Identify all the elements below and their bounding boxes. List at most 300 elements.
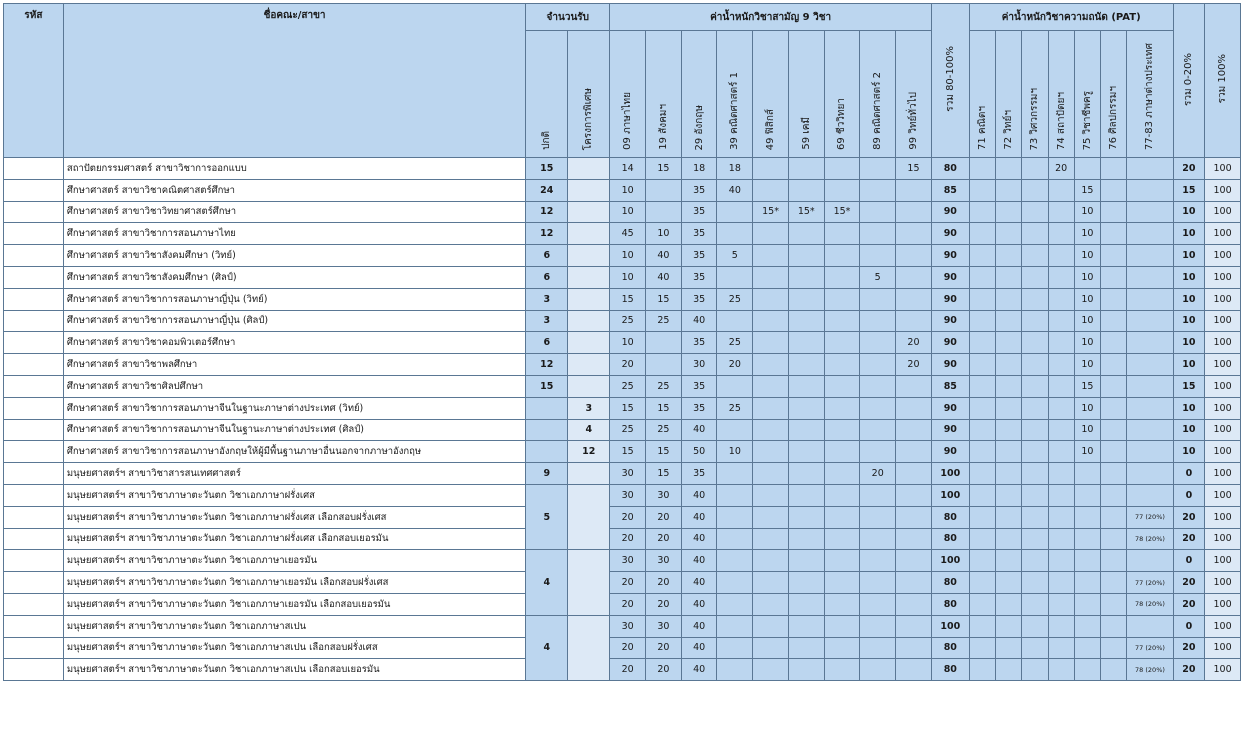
row-code [4, 484, 64, 506]
row-core-sum: 90 [931, 419, 969, 441]
row-pat-weight [995, 397, 1021, 419]
row-name: ศึกษาศาสตร์ สาขาวิชาคอมพิวเตอร์ศึกษา [63, 332, 525, 354]
row-pat-weight [969, 637, 995, 659]
row-core-weight [717, 637, 753, 659]
row-core-weight: 40 [646, 266, 682, 288]
row-core-weight [896, 528, 932, 550]
row-pat-weight: 10 [1074, 332, 1100, 354]
row-pat-weight [1127, 201, 1173, 223]
row-core-weight [753, 550, 789, 572]
header-core-col: 49 ฟิสิกส์ [765, 108, 777, 150]
row-core-weight [860, 179, 896, 201]
row-core-weight [788, 441, 824, 463]
row-pat-weight [1048, 441, 1074, 463]
row-core-weight: 25 [646, 375, 682, 397]
row-total: 100 [1205, 506, 1241, 528]
row-core-weight [896, 223, 932, 245]
row-pat-weight: 10 [1074, 441, 1100, 463]
row-core-weight [717, 419, 753, 441]
row-quota [526, 397, 568, 419]
row-code [4, 463, 64, 485]
row-pat-sum: 10 [1173, 310, 1205, 332]
row-core-weight: 30 [646, 550, 682, 572]
table-row [4, 245, 1241, 267]
row-core-weight [860, 572, 896, 594]
row-quota: 5 [526, 484, 568, 549]
header-name: ชื่อคณะ/สาขา [63, 4, 525, 158]
row-pat-weight [1101, 201, 1127, 223]
header-core-col: 59 เคมี [800, 117, 812, 150]
row-core-weight [896, 637, 932, 659]
row-core-weight: 15 [646, 441, 682, 463]
row-core-weight [753, 615, 789, 637]
row-special [568, 332, 610, 354]
row-core-weight [788, 550, 824, 572]
row-core-weight [717, 506, 753, 528]
row-name: มนุษยศาสตร์ฯ สาขาวิชาภาษาตะวันตก วิชาเอกภาษาฝรั่งเศส เลือกสอบฝรั่งเศส [63, 506, 525, 528]
row-core-weight [860, 332, 896, 354]
row-pat-weight [995, 637, 1021, 659]
row-pat-weight [1127, 484, 1173, 506]
row-core-weight: 15 [646, 463, 682, 485]
row-pat-weight [1127, 615, 1173, 637]
row-core-weight: 30 [610, 550, 646, 572]
row-core-weight [717, 593, 753, 615]
row-core-weight: 20 [610, 637, 646, 659]
row-pat-weight [1101, 615, 1127, 637]
row-pat-weight [1074, 528, 1100, 550]
row-core-weight: 15 [610, 397, 646, 419]
row-pat-weight [995, 310, 1021, 332]
row-pat-weight [995, 528, 1021, 550]
row-pat-sum: 20 [1173, 637, 1205, 659]
row-pat-weight: 20 [1048, 158, 1074, 180]
row-pat-weight [1101, 528, 1127, 550]
row-code [4, 572, 64, 594]
row-pat-weight [1127, 332, 1173, 354]
row-code [4, 419, 64, 441]
row-pat-weight [1101, 593, 1127, 615]
row-pat-weight [1022, 528, 1048, 550]
row-name: ศึกษาศาสตร์ สาขาวิชาการสอนภาษาญี่ปุ่น (ศิลป์) [63, 310, 525, 332]
row-core-weight [860, 528, 896, 550]
row-core-weight: 30 [681, 354, 717, 376]
row-pat-weight [1022, 310, 1048, 332]
row-total: 100 [1205, 659, 1241, 681]
row-code [4, 506, 64, 528]
row-pat-sum: 10 [1173, 441, 1205, 463]
header-pat-col: 74 สถาปัตยฯ [1055, 92, 1067, 150]
row-code [4, 397, 64, 419]
row-pat-weight [1101, 245, 1127, 267]
row-core-weight: 20 [610, 354, 646, 376]
row-pat-weight [1101, 332, 1127, 354]
row-core-weight: 10 [610, 266, 646, 288]
row-name: ศึกษาศาสตร์ สาขาวิชาการสอนภาษาจีนในฐานะภาษาต่างประเทศ (ศิลป์) [63, 419, 525, 441]
row-core-weight [646, 179, 682, 201]
row-pat-weight [1074, 550, 1100, 572]
row-name: ศึกษาศาสตร์ สาขาวิชาคณิตศาสตร์ศึกษา [63, 179, 525, 201]
row-total: 100 [1205, 158, 1241, 180]
row-core-weight: 25 [610, 375, 646, 397]
row-core-weight [753, 223, 789, 245]
row-special [568, 484, 610, 549]
row-core-weight: 40 [681, 310, 717, 332]
row-pat-weight [1127, 245, 1173, 267]
row-core-weight [896, 266, 932, 288]
row-pat-weight: 10 [1074, 288, 1100, 310]
table-row [4, 484, 1241, 506]
row-quota: 4 [526, 550, 568, 615]
row-core-weight: 15 [646, 288, 682, 310]
row-pat-weight [1074, 158, 1100, 180]
table-row [4, 572, 1241, 594]
row-core-weight [717, 572, 753, 594]
row-pat-weight [1022, 245, 1048, 267]
row-pat-sum: 10 [1173, 419, 1205, 441]
row-quota: 24 [526, 179, 568, 201]
row-core-weight: 35 [681, 201, 717, 223]
row-core-weight [896, 310, 932, 332]
row-pat-sum: 20 [1173, 659, 1205, 681]
row-core-weight [753, 266, 789, 288]
row-pat-weight [995, 572, 1021, 594]
row-pat-sum: 15 [1173, 179, 1205, 201]
row-core-weight [896, 201, 932, 223]
row-core-weight [860, 375, 896, 397]
row-core-weight [717, 223, 753, 245]
row-core-weight [717, 484, 753, 506]
row-core-weight [788, 484, 824, 506]
row-core-sum: 85 [931, 179, 969, 201]
row-core-weight [824, 528, 860, 550]
row-core-weight: 20 [610, 572, 646, 594]
row-core-sum: 100 [931, 615, 969, 637]
row-total: 100 [1205, 245, 1241, 267]
row-core-weight [824, 245, 860, 267]
row-core-weight [788, 332, 824, 354]
row-pat-weight [1022, 637, 1048, 659]
row-core-weight: 20 [860, 463, 896, 485]
row-pat-sum: 10 [1173, 201, 1205, 223]
row-pat-weight [1074, 463, 1100, 485]
row-quota: 4 [526, 615, 568, 680]
row-pat-weight [1022, 266, 1048, 288]
row-pat-weight [969, 419, 995, 441]
row-pat-sum: 20 [1173, 593, 1205, 615]
row-total: 100 [1205, 637, 1241, 659]
row-total: 100 [1205, 593, 1241, 615]
row-core-weight [788, 288, 824, 310]
header-quota-col: ปกติ [541, 131, 553, 150]
row-pat-weight [1022, 572, 1048, 594]
header-pat-group: ค่าน้ำหนักวิชาความถนัด (PAT) [969, 4, 1173, 31]
row-pat-weight [1022, 615, 1048, 637]
row-pat-sum: 10 [1173, 245, 1205, 267]
row-core-weight: 10 [610, 245, 646, 267]
row-pat-weight: 15 [1074, 179, 1100, 201]
row-core-weight [753, 637, 789, 659]
row-pat-weight: 10 [1074, 397, 1100, 419]
row-pat-weight: 10 [1074, 266, 1100, 288]
row-name: มนุษยศาสตร์ฯ สาขาวิชาภาษาตะวันตก วิชาเอกภาษาฝรั่งเศส เลือกสอบเยอรมัน [63, 528, 525, 550]
row-pat-weight: 10 [1074, 245, 1100, 267]
row-name: สถาปัตยกรรมศาสตร์ สาขาวิชาการออกแบบ [63, 158, 525, 180]
table-row [4, 397, 1241, 419]
row-core-weight [824, 593, 860, 615]
row-pat-weight [1101, 419, 1127, 441]
row-core-weight [753, 332, 789, 354]
row-quota: 3 [526, 288, 568, 310]
row-total: 100 [1205, 375, 1241, 397]
table-row [4, 310, 1241, 332]
row-core-weight: 10 [610, 332, 646, 354]
row-total: 100 [1205, 179, 1241, 201]
row-pat-weight [969, 288, 995, 310]
row-core-weight: 25 [610, 310, 646, 332]
row-core-weight [896, 179, 932, 201]
row-pat-sum: 10 [1173, 354, 1205, 376]
row-pat-sum: 20 [1173, 506, 1205, 528]
row-pat-weight [1022, 484, 1048, 506]
row-pat-weight [995, 659, 1021, 681]
row-pat-sum: 10 [1173, 266, 1205, 288]
row-core-weight: 20 [646, 593, 682, 615]
row-core-weight [753, 179, 789, 201]
row-special [568, 354, 610, 376]
row-quota [526, 441, 568, 463]
row-pat-weight [1022, 354, 1048, 376]
row-pat-weight [1048, 223, 1074, 245]
row-pat-weight [1048, 506, 1074, 528]
row-pat-weight: 10 [1074, 310, 1100, 332]
header-quota-col: โครงการพิเศษ [583, 87, 595, 150]
row-pat-weight [1048, 397, 1074, 419]
row-pat-sum: 10 [1173, 332, 1205, 354]
row-core-weight: 15* [824, 201, 860, 223]
row-core-sum: 90 [931, 223, 969, 245]
row-core-weight [824, 463, 860, 485]
table-row [4, 615, 1241, 637]
table-row [4, 288, 1241, 310]
row-core-weight [717, 463, 753, 485]
table-row [4, 332, 1241, 354]
row-core-weight [753, 528, 789, 550]
table-row [4, 506, 1241, 528]
row-pat-weight [995, 332, 1021, 354]
row-special [568, 288, 610, 310]
row-core-weight: 30 [610, 484, 646, 506]
row-pat-weight [1127, 179, 1173, 201]
row-core-weight [860, 615, 896, 637]
header-core-col: 99 วิทย์ทั่วไป [907, 92, 919, 150]
row-core-weight [824, 637, 860, 659]
row-core-sum: 90 [931, 332, 969, 354]
row-code [4, 158, 64, 180]
row-core-weight [896, 659, 932, 681]
row-core-weight: 35 [681, 288, 717, 310]
row-pat-weight [995, 288, 1021, 310]
row-core-weight: 25 [717, 397, 753, 419]
header-pat-col: 75 วิชาชีพครู [1081, 90, 1093, 150]
row-pat-weight [1127, 158, 1173, 180]
row-core-weight [896, 593, 932, 615]
row-pat-weight [1127, 441, 1173, 463]
row-code [4, 310, 64, 332]
row-pat-weight [969, 397, 995, 419]
row-name: มนุษยศาสตร์ฯ สาขาวิชาภาษาตะวันตก วิชาเอกภาษาเยอรมัน เลือกสอบฝรั่งเศส [63, 572, 525, 594]
row-total: 100 [1205, 354, 1241, 376]
row-core-weight [753, 572, 789, 594]
row-pat-weight [1022, 659, 1048, 681]
row-pat-weight [969, 375, 995, 397]
row-core-weight [753, 659, 789, 681]
row-pat-weight [995, 441, 1021, 463]
row-quota: 15 [526, 375, 568, 397]
row-pat-weight [1101, 310, 1127, 332]
row-core-weight [824, 223, 860, 245]
row-pat-weight [1022, 593, 1048, 615]
row-core-weight [788, 158, 824, 180]
row-name: ศึกษาศาสตร์ สาขาวิชาการสอนภาษาอังกฤษให้ผู้มีพื้นฐานภาษาอื่นนอกจากภาษาอังกฤษ [63, 441, 525, 463]
row-core-weight: 30 [610, 615, 646, 637]
row-pat-weight: 15 [1074, 375, 1100, 397]
row-total: 100 [1205, 441, 1241, 463]
row-core-weight [788, 637, 824, 659]
row-pat-weight [969, 201, 995, 223]
row-special [568, 245, 610, 267]
row-pat-weight [995, 615, 1021, 637]
row-core-weight [860, 484, 896, 506]
row-pat-weight [1127, 463, 1173, 485]
row-name: ศึกษาศาสตร์ สาขาวิชาสังคมศึกษา (วิทย์) [63, 245, 525, 267]
row-pat-weight [995, 245, 1021, 267]
row-pat-weight [1048, 615, 1074, 637]
row-core-weight [717, 550, 753, 572]
header-core-col: 89 คณิตศาสตร์ 2 [872, 72, 884, 150]
row-pat-weight [1048, 593, 1074, 615]
row-pat-sum: 20 [1173, 528, 1205, 550]
row-pat-weight [1048, 572, 1074, 594]
row-core-weight [860, 593, 896, 615]
row-pat-weight [1022, 463, 1048, 485]
row-core-sum: 90 [931, 266, 969, 288]
admission-weight-table [3, 3, 1241, 681]
row-core-weight: 20 [646, 506, 682, 528]
header-quota: จำนวนรับ [526, 4, 610, 31]
row-core-weight: 18 [681, 158, 717, 180]
row-pat-weight [995, 593, 1021, 615]
row-core-weight [788, 245, 824, 267]
row-pat-weight [995, 223, 1021, 245]
row-core-weight [860, 419, 896, 441]
row-core-weight [753, 375, 789, 397]
row-pat-weight [1048, 288, 1074, 310]
row-pat-weight [1074, 484, 1100, 506]
row-special [568, 310, 610, 332]
row-core-weight: 40 [681, 637, 717, 659]
row-core-weight: 25 [646, 310, 682, 332]
row-core-weight [646, 201, 682, 223]
row-pat-weight [969, 572, 995, 594]
row-pat-weight [1101, 572, 1127, 594]
row-pat-weight: 77 (20%) [1127, 637, 1173, 659]
row-core-weight [788, 354, 824, 376]
row-pat-weight [1022, 158, 1048, 180]
row-core-weight [824, 288, 860, 310]
row-total: 100 [1205, 528, 1241, 550]
row-core-sum: 90 [931, 288, 969, 310]
row-code [4, 659, 64, 681]
row-core-weight [753, 593, 789, 615]
row-special [568, 179, 610, 201]
row-core-sum: 100 [931, 550, 969, 572]
row-core-weight [860, 223, 896, 245]
row-pat-weight [1101, 506, 1127, 528]
row-core-weight [896, 288, 932, 310]
row-core-weight: 14 [610, 158, 646, 180]
row-core-weight [860, 245, 896, 267]
row-total: 100 [1205, 419, 1241, 441]
row-core-sum: 90 [931, 441, 969, 463]
row-core-weight [824, 550, 860, 572]
row-core-weight [824, 158, 860, 180]
row-core-sum: 80 [931, 593, 969, 615]
row-core-weight [717, 375, 753, 397]
row-pat-weight [1127, 397, 1173, 419]
row-pat-weight [1048, 550, 1074, 572]
row-core-weight: 10 [717, 441, 753, 463]
row-core-weight [788, 310, 824, 332]
row-core-weight [896, 572, 932, 594]
row-name: มนุษยศาสตร์ฯ สาขาวิชาภาษาตะวันตก วิชาเอกภาษาสเปน เลือกสอบเยอรมัน [63, 659, 525, 681]
row-core-weight: 15 [610, 441, 646, 463]
row-pat-weight [1048, 266, 1074, 288]
row-core-weight: 20 [646, 637, 682, 659]
header-total: รวม 100% [1217, 54, 1229, 104]
row-name: มนุษยศาสตร์ฯ สาขาวิชาภาษาตะวันตก วิชาเอกภาษาเยอรมัน [63, 550, 525, 572]
row-pat-weight [1022, 419, 1048, 441]
row-pat-weight: 10 [1074, 223, 1100, 245]
row-pat-weight [969, 158, 995, 180]
row-core-weight [896, 245, 932, 267]
row-pat-weight [1022, 201, 1048, 223]
row-core-weight [717, 615, 753, 637]
row-special [568, 375, 610, 397]
row-pat-weight: 77 (20%) [1127, 506, 1173, 528]
table-row [4, 158, 1241, 180]
row-core-weight: 40 [681, 484, 717, 506]
row-pat-weight [1048, 419, 1074, 441]
row-core-weight [717, 310, 753, 332]
row-pat-weight [969, 659, 995, 681]
row-pat-weight [995, 506, 1021, 528]
row-core-sum: 90 [931, 354, 969, 376]
row-special: 3 [568, 397, 610, 419]
row-pat-weight: 78 (20%) [1127, 593, 1173, 615]
row-core-weight [753, 397, 789, 419]
row-pat-weight [1101, 288, 1127, 310]
row-pat-weight [1127, 354, 1173, 376]
row-core-weight [753, 506, 789, 528]
row-pat-weight [969, 528, 995, 550]
row-core-weight: 45 [610, 223, 646, 245]
row-core-weight [860, 310, 896, 332]
row-core-weight [788, 659, 824, 681]
table-row [4, 375, 1241, 397]
row-core-weight: 18 [717, 158, 753, 180]
row-core-weight [824, 419, 860, 441]
